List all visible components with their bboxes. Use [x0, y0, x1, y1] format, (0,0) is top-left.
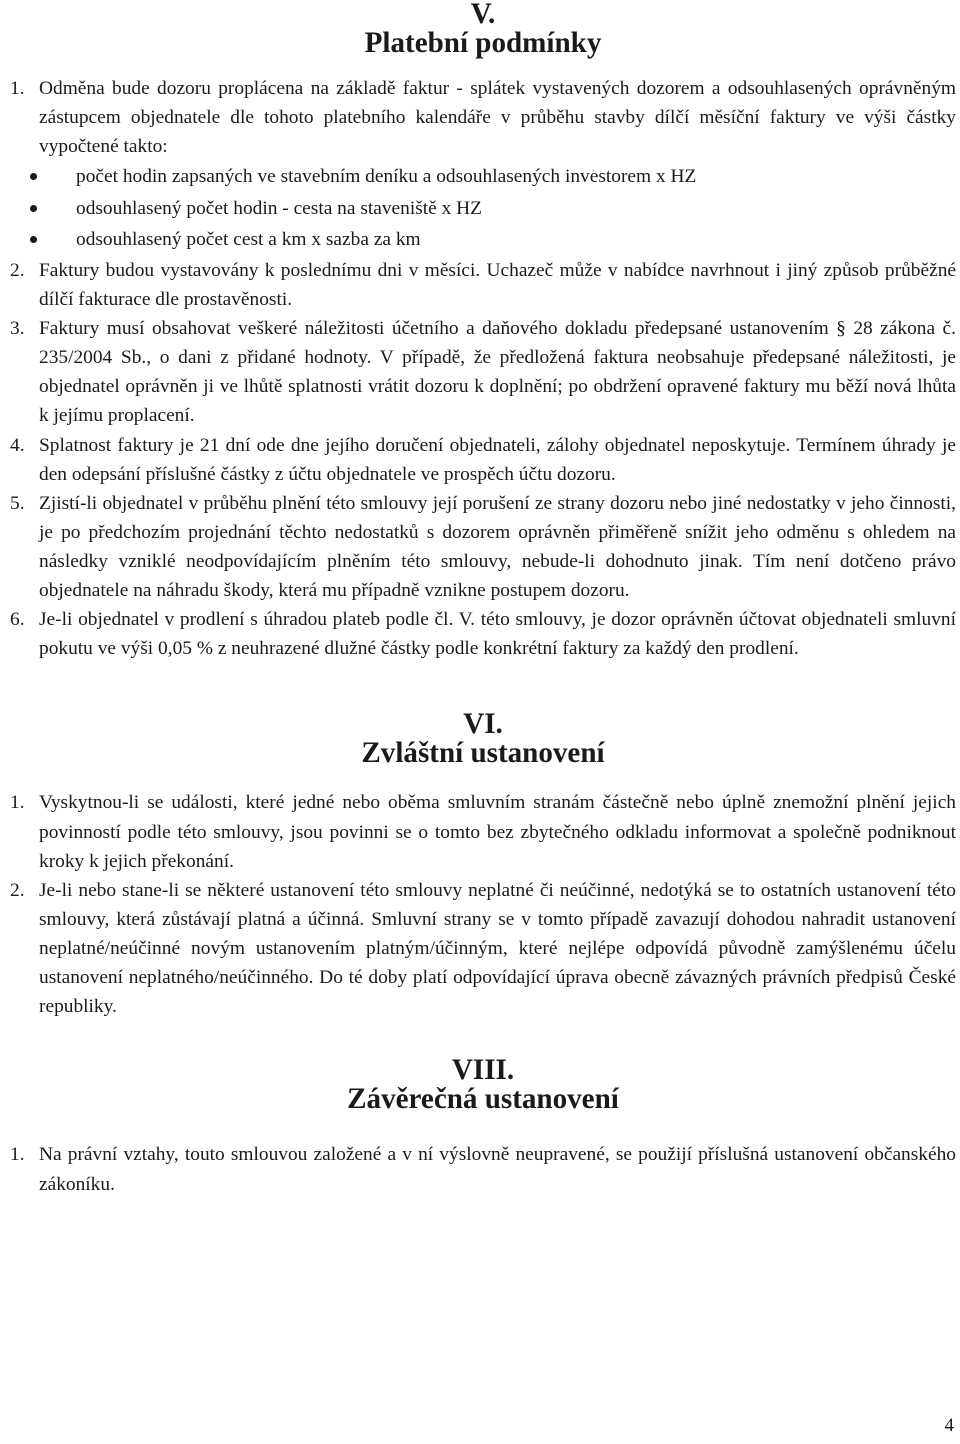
section-v-item-6: [10, 605, 956, 663]
section-v-item-5: [10, 489, 956, 605]
item-number: 5.: [10, 492, 25, 514]
item-number: 2.: [10, 259, 25, 281]
section-vi-title: Zvláštní ustanovení: [361, 737, 605, 770]
section-viii-item-1: [10, 1140, 956, 1198]
bullet-item: [10, 161, 956, 193]
item-text: Odměna bude dozoru proplácena na základě faktur - splátek vystavených dozorem a odsouhlasených oprávněným zástupcem objednatele dle tohoto platebního kalendáře v průběhu stavby dílčí měsíční faktury ve výši částky vypočtené takto:: [39, 78, 956, 158]
item-number: 1.: [10, 792, 25, 814]
section-v-number: V.: [470, 0, 496, 30]
item-text: Je-li nebo stane-li se některé ustanovení této smlouvy neplatné či neúčinné, nedotýká se to ostatních ustanovení této smlouvy, která zůstávají platná a účinná. Smluvní strany se v tomto případě zavazují dohodou nahradit ustanovení neplatné/neúčinné novým ustanovením platným/účinným, které nejlépe odpovídá původně zamýšlenému účelu ustanovení neplatného/neúčinného. Do té doby platí odpovídající úprava obecně závazných právních předpisů České republiky.: [39, 879, 956, 1018]
item-text: Vyskytnou-li se události, které jedné nebo oběma smluvním stranám částečně nebo úplně znemožní plnění jejich povinností podle této smlouvy, jsou povinni se o tomto bez zbytečného odkladu informovat a společně podniknout kroky k jejich překonání.: [39, 792, 956, 872]
document-page: [10, 0, 956, 1199]
bullet-item: [10, 193, 956, 225]
section-v-title: Platební podmínky: [364, 27, 602, 60]
item-number: 4.: [10, 434, 25, 456]
item-number: 6.: [10, 609, 25, 631]
page-number: 4: [944, 1415, 954, 1436]
item-text: Faktury musí obsahovat veškeré náležitosti účetního a daňového dokladu předepsané ustanovením § 28 zákona č. 235/2004 Sb., o dani z přidané hodnoty. V případě, že předložená faktura neobsahuje předepsané náležitosti, je objednatel oprávněn ji ve lhůtě splatnosti vrátit dozoru k doplnění; po obdržení opravené faktury mu běží nová lhůta k jejímu proplacení.: [39, 318, 956, 427]
section-v-bullet-list: [10, 161, 956, 256]
item-number: 3.: [10, 318, 25, 340]
section-v-item-3: [10, 314, 956, 430]
bullet-text: počet hodin zapsaných ve stavebním deníku a odsouhlasených investorem x HZ: [76, 166, 697, 188]
section-v-item-4: [10, 431, 956, 489]
item-number: 2.: [10, 879, 25, 901]
bullet-item: [10, 224, 956, 256]
section-vi: [10, 710, 956, 1021]
section-v: [10, 0, 956, 663]
item-text: Splatnost faktury je 21 dní ode dne jejího doručení objednateli, zálohy objednatel neposkytuje. Termínem úhrady je den odepsání příslušné částky z účtu objednatele ve prospěch účtu dozoru.: [39, 434, 956, 485]
section-vi-item-1: [10, 788, 956, 875]
item-text: Je-li objednatel v prodlení s úhradou plateb podle čl. V. této smlouvy, je dozor oprávněn účtovat objednateli smluvní pokutu ve výši 0,05 % z neuhrazené dlužné částky podle konkrétní faktury za každý den prodlení.: [39, 609, 956, 660]
section-vi-heading: [10, 710, 956, 768]
item-text: Na právní vztahy, touto smlouvou založené a v ní výslovně neupravené, se použijí příslušná ustanovení občanského zákoníku.: [39, 1144, 956, 1195]
item-number: 1.: [10, 1144, 25, 1166]
item-number: 1.: [10, 78, 25, 100]
section-vi-item-2: [10, 876, 956, 1021]
bullet-text: odsouhlasený počet cest a km x sazba za km: [76, 229, 421, 251]
bullet-text: odsouhlasený počet hodin - cesta na staveniště x HZ: [76, 197, 483, 219]
item-text: Zjistí-li objednatel v průběhu plnění této smlouvy její porušení ze strany dozoru nebo jiné nedostatky v jeho činnosti, je po předchozím projednání těchto nedostatků s dozorem oprávněn přiměřeně snížit jeho odměnu s ohledem na následky vzniklé neodpovídajícím plněním této smlouvy, nebude-li dohodnuto jinak. Tím není dotčeno právo objednatele na náhradu škody, která mu případně vznikne postupem dozoru.: [39, 492, 956, 601]
section-viii-title: Závěrečná ustanovení: [347, 1083, 619, 1116]
section-viii-number: VIII.: [451, 1054, 515, 1087]
section-viii: [10, 1056, 956, 1198]
section-v-item-1: [10, 74, 956, 161]
section-viii-heading: [10, 1056, 956, 1114]
section-v-item-2: [10, 256, 956, 314]
section-vi-number: VI.: [463, 708, 503, 741]
section-v-heading: [10, 0, 956, 58]
item-text: Faktury budou vystavovány k poslednímu dni v měsíci. Uchazeč může v nabídce navrhnout i jiný způsob průběžné dílčí fakturace dle prostavěnosti.: [39, 259, 956, 311]
